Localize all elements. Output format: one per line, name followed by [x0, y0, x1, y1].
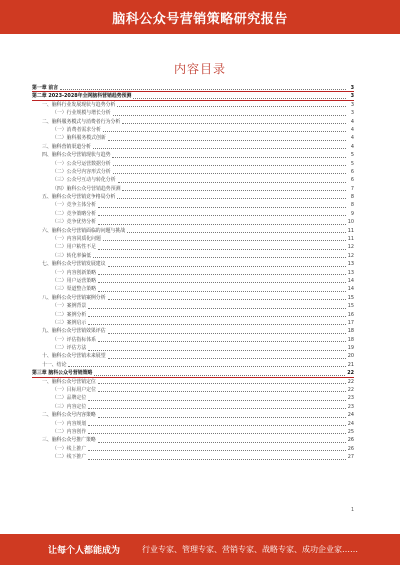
toc-entry[interactable]: [32, 353, 354, 361]
toc-entry-text: 三、脑科营销渠道分析: [42, 143, 91, 150]
toc-entry[interactable]: [32, 84, 354, 92]
toc-dot-leader: [127, 232, 346, 233]
toc-entry-page: 27: [347, 454, 354, 461]
toc-entry-text: 七、脑科公众号营销发展建议: [42, 261, 106, 268]
toc-entry-text: （一）评估指标体系: [52, 336, 97, 343]
toc-entry-page: 4: [350, 143, 354, 150]
toc-entry[interactable]: [32, 386, 354, 394]
toc-entry[interactable]: [32, 185, 354, 193]
toc-entry-text: （三）内容定位: [52, 403, 87, 410]
toc-dot-leader: [88, 400, 346, 401]
toc-entry-page: 9: [350, 210, 354, 217]
toc-entry-page: 23: [347, 395, 354, 402]
toc-dot-leader: [108, 358, 346, 359]
toc-dot-leader: [98, 442, 346, 443]
toc-entry[interactable]: [32, 260, 354, 268]
toc-dot-leader: [88, 425, 346, 426]
toc-entry-text: （二）公众号内容形式分析: [52, 168, 111, 175]
table-of-contents: [32, 84, 354, 516]
toc-entry[interactable]: [32, 92, 354, 100]
toc-dot-leader: [108, 140, 346, 141]
toc-entry-text: （二）线下推广: [52, 454, 87, 461]
toc-entry-page: 25: [347, 429, 354, 435]
toc-entry-page: 26: [347, 445, 354, 452]
toc-entry-text: （一）案例背景: [52, 303, 87, 310]
toc-dot-leader: [103, 240, 346, 241]
toc-entry-page: 24: [347, 412, 354, 419]
toc-dot-leader: [112, 157, 346, 158]
toc-entry-page: 18: [347, 328, 354, 335]
toc-entry[interactable]: [32, 285, 354, 293]
toc-entry[interactable]: [32, 344, 354, 352]
toc-entry-text: （四）脑科公众号营销趋势预测: [52, 185, 121, 192]
toc-dot-leader: [103, 131, 346, 132]
toc-entry-page: 14: [347, 277, 354, 284]
toc-entry-page: 6: [350, 177, 354, 184]
toc-entry-page: 14: [347, 286, 354, 293]
toc-entry[interactable]: [32, 361, 354, 369]
toc-entry-text: （二）竞争策略分析: [52, 210, 97, 217]
toc-entry-text: 九、脑科公众号营销效果评估: [42, 328, 106, 335]
toc-entry-text: （二）脑科服务模式创新: [52, 135, 106, 142]
toc-dot-leader: [122, 123, 346, 124]
toc-entry-page: 8: [350, 202, 354, 209]
toc-entry[interactable]: [32, 201, 354, 209]
toc-entry-page: 24: [347, 420, 354, 427]
toc-entry-page: 19: [347, 345, 354, 352]
toc-dot-leader: [98, 341, 346, 342]
toc-entry-text: 第三章 脑科公众号营销策略: [32, 370, 93, 377]
toc-dot-leader: [98, 274, 346, 275]
toc-entry-page: 26: [347, 437, 354, 444]
toc-entry[interactable]: [32, 168, 354, 176]
report-header: [0, 0, 400, 34]
toc-dot-leader: [98, 249, 346, 250]
toc-dot-leader: [68, 366, 345, 367]
toc-entry[interactable]: [32, 269, 354, 277]
toc-dot-leader: [88, 308, 346, 309]
toc-entry-page: 3: [350, 93, 354, 100]
toc-dot-leader: [117, 198, 346, 199]
toc-entry[interactable]: [32, 218, 354, 226]
toc-dot-leader: [108, 299, 346, 300]
toc-dot-leader: [108, 333, 346, 334]
toc-dot-leader: [88, 316, 346, 317]
toc-entry-text: （二）品牌定位: [52, 395, 87, 402]
toc-entry[interactable]: [32, 210, 354, 218]
toc-entry-text: 八、脑科公众号营销案例分析: [42, 294, 106, 301]
toc-entry-text: 第二章 2023-2028年全网脑科营销趋势预测: [32, 93, 132, 100]
footer-roles: 行业专家、管理专家、营销专家、战略专家、成功企业家……: [142, 545, 359, 554]
toc-entry-page: 4: [350, 126, 354, 133]
toc-entry-page: 17: [347, 319, 354, 326]
toc-dot-leader: [88, 324, 346, 325]
toc-entry-text: 二、脑科公众号内容策略: [42, 412, 96, 419]
toc-entry-page: 11: [347, 236, 354, 243]
toc-dot-leader: [98, 417, 346, 418]
toc-entry[interactable]: [32, 294, 354, 302]
toc-entry[interactable]: [32, 227, 354, 235]
toc-entry[interactable]: [32, 235, 354, 243]
toc-entry-page: 16: [347, 311, 354, 318]
toc-entry-text: 四、脑科公众号营销现状与趋势: [42, 152, 111, 159]
toc-dot-leader: [118, 182, 346, 183]
toc-entry-text: 第一章 前言: [32, 84, 59, 91]
footer-slogan: 让每个人都能成为: [48, 546, 121, 556]
toc-entry[interactable]: [32, 160, 354, 168]
toc-entry-page: 12: [347, 252, 354, 259]
toc-entry-page: 10: [347, 219, 354, 226]
toc-dot-leader: [98, 282, 346, 283]
toc-entry[interactable]: [32, 277, 354, 285]
toc-dot-leader: [113, 165, 346, 166]
toc-entry[interactable]: [32, 445, 354, 453]
toc-entry[interactable]: [32, 420, 354, 428]
toc-entry-page: 5: [350, 160, 354, 167]
report-footer: [0, 534, 400, 565]
toc-entry-page: 12: [347, 244, 354, 251]
toc-entry-page: 15: [347, 294, 354, 301]
toc-entry-page: 15: [347, 303, 354, 310]
toc-entry-page: 22: [347, 387, 354, 394]
toc-entry-text: （三）案例启示: [52, 319, 87, 326]
toc-dot-leader: [98, 383, 346, 384]
toc-entry[interactable]: [32, 109, 354, 117]
toc-dot-leader: [93, 148, 346, 149]
toc-entry-text: （二）案例分析: [52, 311, 87, 318]
toc-entry-text: 二、脑科服务模式与消费者行为分析: [42, 118, 121, 125]
toc-entry-text: 十、脑科公众号营销未来展望: [42, 353, 106, 360]
toc-entry-text: （一）消费者需求分析: [52, 126, 101, 133]
toc-entry-text: （三）渠道整合策略: [52, 286, 97, 293]
toc-entry[interactable]: [32, 403, 354, 411]
toc-entry-page: 3: [350, 84, 354, 91]
toc-entry-text: （一）行业规模与增长分析: [52, 110, 111, 117]
toc-dot-leader: [60, 89, 346, 90]
toc-entry-text: （一）竞争主体分析: [52, 202, 97, 209]
toc-entry-text: （二）评估方法: [52, 345, 87, 352]
toc-entry-text: （三）竞争优势分析: [52, 219, 97, 226]
toc-entry-text: （一）内容创新策略: [52, 269, 97, 276]
toc-dot-leader: [88, 450, 346, 451]
toc-entry-page: 11: [347, 227, 354, 234]
page-number: 1: [350, 508, 354, 513]
toc-entry-text: 五、脑科公众号营销竞争格局分析: [42, 194, 116, 201]
toc-entry[interactable]: [32, 327, 354, 335]
toc-entry[interactable]: [32, 311, 354, 319]
toc-entry[interactable]: [32, 436, 354, 444]
toc-entry-page: 8: [350, 194, 354, 201]
toc-dot-leader: [88, 350, 346, 351]
toc-entry[interactable]: [32, 411, 354, 419]
toc-entry-text: （一）线上推广: [52, 445, 87, 452]
toc-entry-page: 18: [347, 336, 354, 343]
toc-entry-text: （一）内容规划: [52, 420, 87, 427]
toc-entry-page: 20: [347, 353, 354, 360]
toc-entry-text: （一）目标用户定位: [52, 387, 97, 394]
toc-entry-page: 4: [350, 135, 354, 142]
toc-entry-text: （三）转化率偏低: [52, 252, 92, 259]
toc-dot-leader: [117, 106, 346, 107]
toc-entry-text: （二）用户粘性不足: [52, 244, 97, 251]
toc-entry-page: 23: [347, 403, 354, 410]
toc-entry[interactable]: [32, 378, 354, 386]
toc-entry[interactable]: [32, 394, 354, 402]
toc-entry[interactable]: [32, 118, 354, 126]
toc-dot-leader: [88, 433, 346, 434]
toc-entry[interactable]: [32, 302, 354, 310]
toc-entry[interactable]: [32, 134, 354, 142]
toc-entry[interactable]: [32, 319, 354, 327]
toc-entry-text: 十一、结论: [42, 361, 67, 368]
toc-dot-leader: [98, 391, 346, 392]
toc-entry[interactable]: [32, 252, 354, 260]
toc-entry-text: （一）公众号运营数据分析: [52, 160, 111, 167]
toc-entry[interactable]: [32, 126, 354, 134]
toc-entry-text: 六、脑科公众号营销面临的问题与挑战: [42, 227, 126, 234]
toc-entry-page: 6: [350, 168, 354, 175]
toc-dot-leader: [98, 224, 346, 225]
toc-dot-leader: [113, 173, 346, 174]
toc-entry-text: 一、脑科行业发展现状与趋势分析: [42, 101, 116, 108]
toc-entry-page: 21: [347, 361, 354, 368]
toc-dot-leader: [93, 257, 346, 258]
toc-entry[interactable]: [32, 428, 354, 436]
toc-dot-leader: [122, 190, 346, 191]
toc-dot-leader: [88, 459, 346, 460]
toc-entry-text: （二）用户运营策略: [52, 277, 97, 284]
toc-entry[interactable]: [32, 243, 354, 251]
toc-title: 内容目录: [173, 62, 226, 76]
toc-entry-text: 三、脑科公众号推广策略: [42, 437, 96, 444]
toc-entry[interactable]: [32, 193, 354, 201]
toc-entry[interactable]: [32, 176, 354, 184]
toc-entry-page: 3: [350, 101, 354, 108]
toc-dot-leader: [113, 115, 346, 116]
toc-entry-text: （三）公众号互动与转化分析: [52, 177, 116, 184]
toc-dot-leader: [108, 266, 346, 267]
toc-entry-page: 13: [347, 261, 354, 268]
toc-entry-page: 22: [347, 370, 354, 377]
toc-dot-leader: [98, 215, 346, 216]
toc-entry[interactable]: [32, 453, 354, 461]
toc-entry-page: 7: [350, 185, 354, 192]
toc-entry-text: 一、脑科公众号营销定位: [42, 378, 96, 385]
toc-entry-page: 22: [347, 378, 354, 385]
toc-entry-page: 3: [350, 110, 354, 117]
toc-entry[interactable]: [32, 101, 354, 109]
toc-entry[interactable]: [32, 369, 354, 377]
toc-dot-leader: [88, 408, 346, 409]
toc-dot-leader: [94, 375, 345, 376]
toc-dot-leader: [133, 98, 346, 99]
toc-entry-text: （二）内容创作: [52, 429, 87, 435]
toc-entry-page: 4: [350, 118, 354, 125]
toc-entry-page: 13: [347, 269, 354, 276]
toc-dot-leader: [98, 291, 346, 292]
toc-entry[interactable]: [32, 151, 354, 159]
toc-entry-page: 5: [350, 152, 354, 159]
toc-entry[interactable]: [32, 143, 354, 151]
report-title: 脑科公众号营销策略研究报告: [112, 11, 288, 27]
toc-dot-leader: [98, 207, 346, 208]
toc-entry-text: （一）内容同质化问题: [52, 236, 101, 243]
toc-entry[interactable]: [32, 336, 354, 344]
